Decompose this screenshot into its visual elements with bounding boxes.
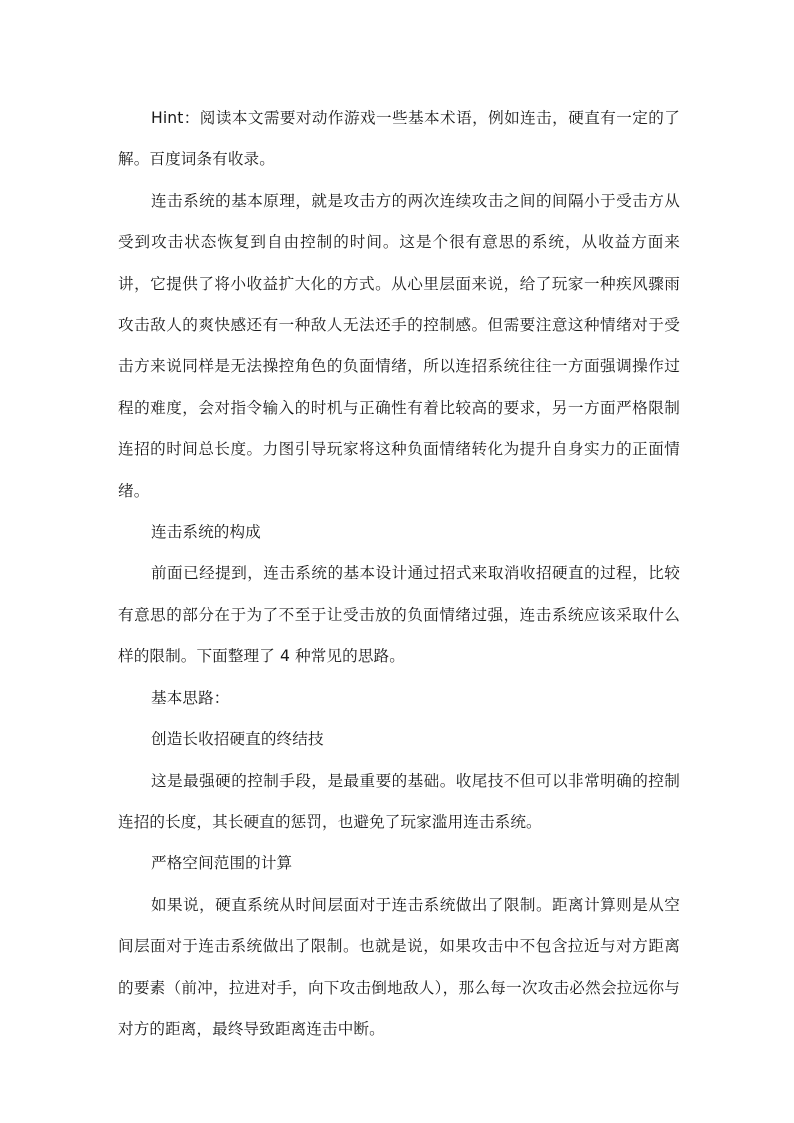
paragraph-combo-principle: 连击系统的基本原理，就是攻击方的两次连续攻击之间的间隔小于受击方从受到攻击状态恢复到自由控制的时间。这是个很有意思的系统，从收益方面来讲，它提供了将小收益扩大化的方式。从心里层面来说，给了玩家一种疾风骤雨攻击敌人的爽快感还有一种敌人无法还手的控制感。但需要注意这种情绪对于受击方来说同样是无法操控角色的负面情绪，所以连招系统往往一方面强调操作过程的难度，会对指令输入的时机与正确性有着比较高的要求，另一方面严格限制连招的时间总长度。力图引导玩家将这种负面情绪转化为提升自身实力的正面情绪。 xyxy=(118,191,680,500)
heading-spatial-range: 严格空间范围的计算 xyxy=(151,854,293,873)
paragraph-hint: Hint：阅读本文需要对动作游戏一些基本术语，例如连击，硬直有一定的了解。百度词条有收录。 xyxy=(118,109,680,169)
paragraph-combo-limits: 前面已经提到，连击系统的基本设计通过招式来取消收招硬直的过程，比较有意思的部分在于为了不至于让受击放的负面情绪过强，连击系统应该采取什么样的限制。下面整理了 4 种常见的思路。 xyxy=(118,564,680,666)
heading-basic-ideas: 基本思路： xyxy=(151,688,230,707)
heading-finisher: 创造长收招硬直的终结技 xyxy=(151,730,324,749)
paragraph-spatial-range: 如果说，硬直系统从时间层面对于连击系统做出了限制。距离计算则是从空间层面对于连击系统做出了限制。也就是说，如果攻击中不包含拉近与对方距离的要素（前冲，拉进对手，向下攻击倒地敌人），那么每一次攻击必然会拉远你与对方的距离，最终导致距离连击中断。 xyxy=(118,895,680,1038)
paragraph-finisher: 这是最强硬的控制手段，是最重要的基础。收尾技不但可以非常明确的控制连招的长度，其长硬直的惩罚，也避免了玩家滥用连击系统。 xyxy=(118,771,680,831)
document-body xyxy=(118,98,680,1050)
heading-combo-structure: 连击系统的构成 xyxy=(151,523,261,542)
